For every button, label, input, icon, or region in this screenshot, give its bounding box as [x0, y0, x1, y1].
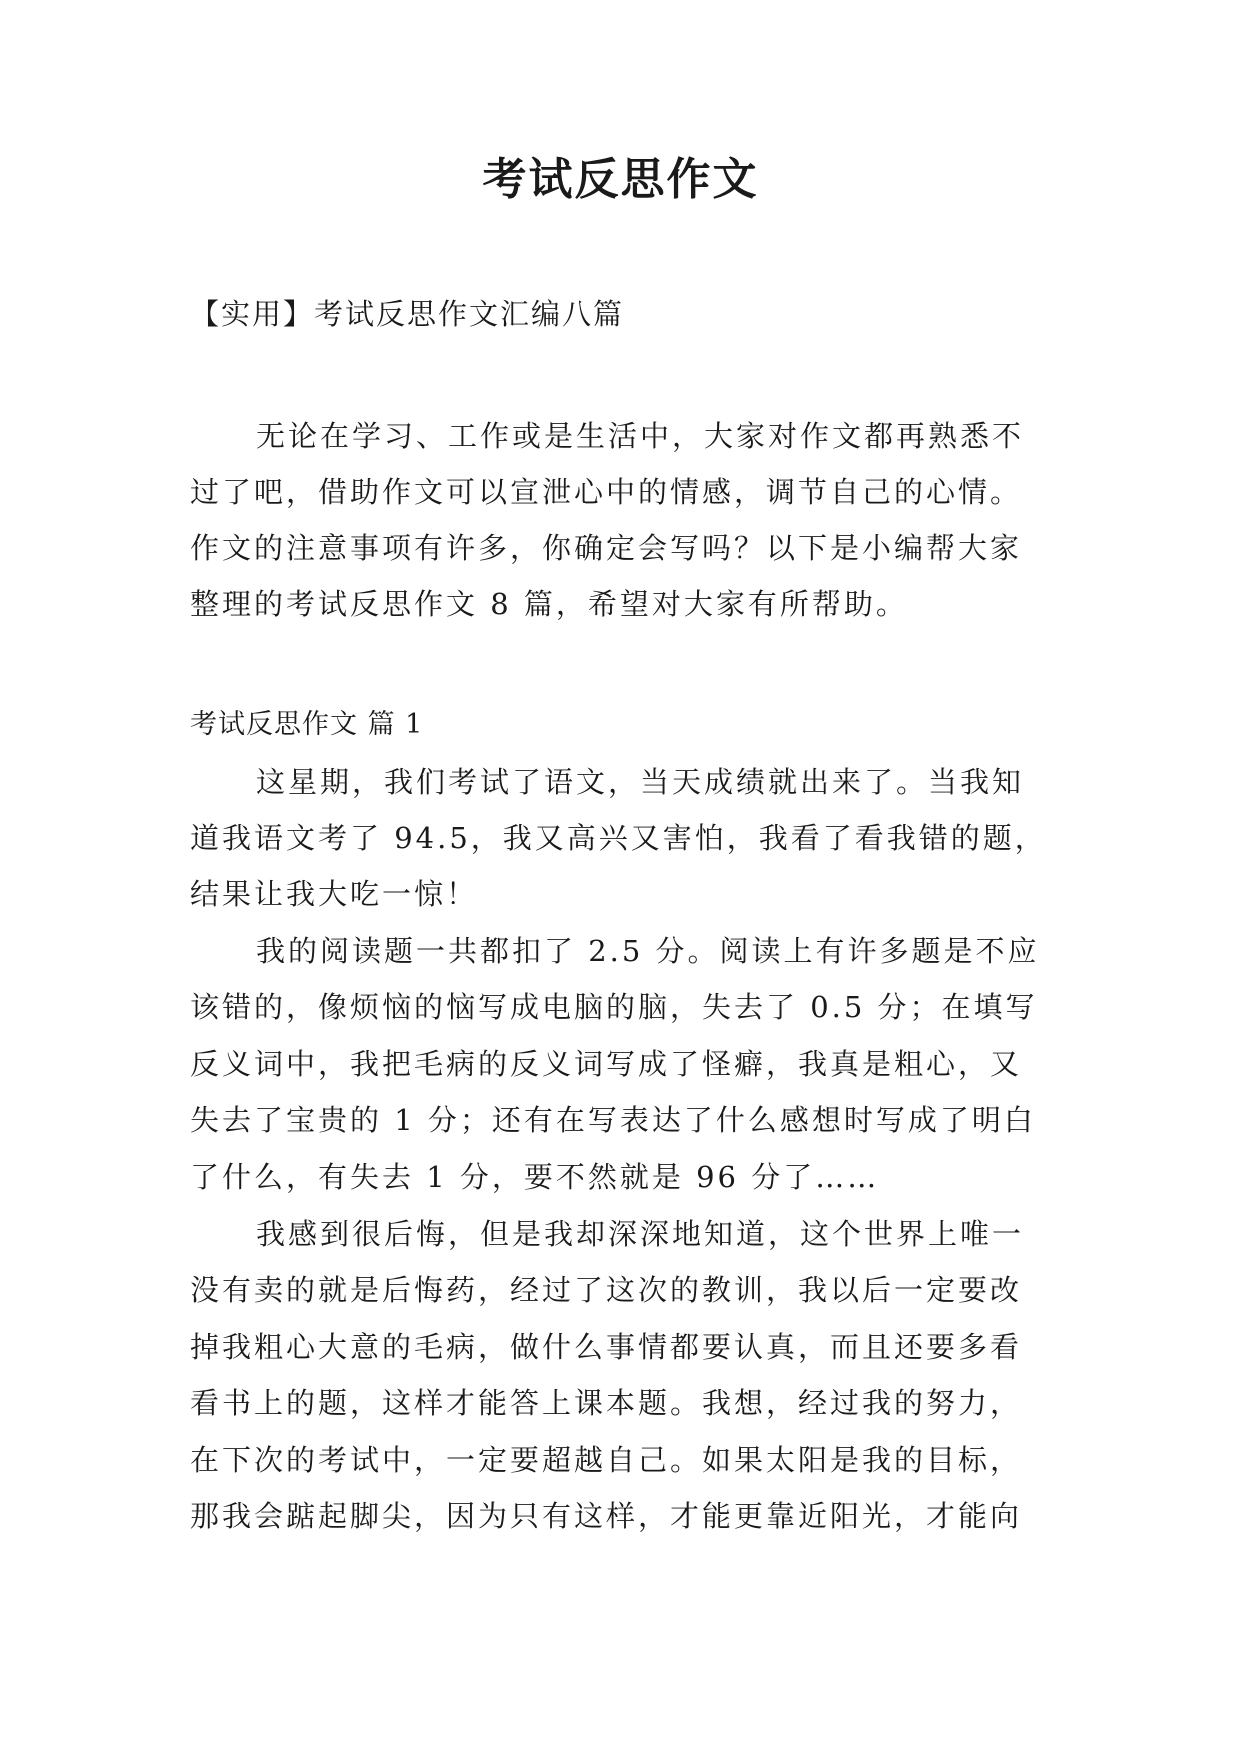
body-line: 在下次的考试中，一定要超越自己。如果太阳是我的目标，: [190, 1443, 1023, 1477]
body-line: 该错的，像烦恼的恼写成电脑的脑，失去了 0.5 分；在填写: [190, 990, 1038, 1024]
body-line: 没有卖的就是后悔药，经过了这次的教训，我以后一定要改: [190, 1273, 1023, 1307]
intro-line: 过了吧，借助作文可以宣泄心中的情感，调节自己的心情。: [190, 475, 1023, 509]
body-line: 我的阅读题一共都扣了 2.5 分。阅读上有许多题是不应: [256, 934, 1040, 968]
intro-line: 整理的考试反思作文 8 篇，希望对大家有所帮助。: [190, 587, 908, 621]
body-line: 道我语文考了 94.5，我又高兴又害怕，我看了看我错的题，: [190, 821, 1047, 855]
body-line: 那我会踮起脚尖，因为只有这样，才能更靠近阳光，才能向: [190, 1499, 1023, 1533]
document-subtitle: 【实用】考试反思作文汇编八篇: [190, 297, 625, 331]
document-title: 考试反思作文: [482, 154, 759, 205]
intro-line: 作文的注意事项有许多，你确定会写吗？以下是小编帮大家: [190, 531, 1023, 565]
body-line: 结果让我大吃一惊！: [190, 877, 479, 911]
body-line: 掉我粗心大意的毛病，做什么事情都要认真，而且还要多看: [190, 1330, 1023, 1364]
body-line: 看书上的题，这样才能答上课本题。我想，经过我的努力，: [190, 1386, 1023, 1420]
body-line: 我感到很后悔，但是我却深深地知道，这个世界上唯一: [256, 1217, 1025, 1251]
body-line: 了什么，有失去 1 分，要不然就是 96 分了……: [190, 1160, 880, 1194]
intro-line: 无论在学习、工作或是生活中，大家对作文都再熟悉不: [256, 419, 1025, 453]
body-line: 失去了宝贵的 1 分；还有在写表达了什么感想时写成了明白: [190, 1103, 1036, 1137]
body-line: 反义词中，我把毛病的反义词写成了怪癖，我真是粗心，又: [190, 1047, 1023, 1081]
body-line: 这星期，我们考试了语文，当天成绩就出来了。当我知: [256, 765, 1025, 799]
section-heading: 考试反思作文 篇 1: [190, 709, 424, 740]
